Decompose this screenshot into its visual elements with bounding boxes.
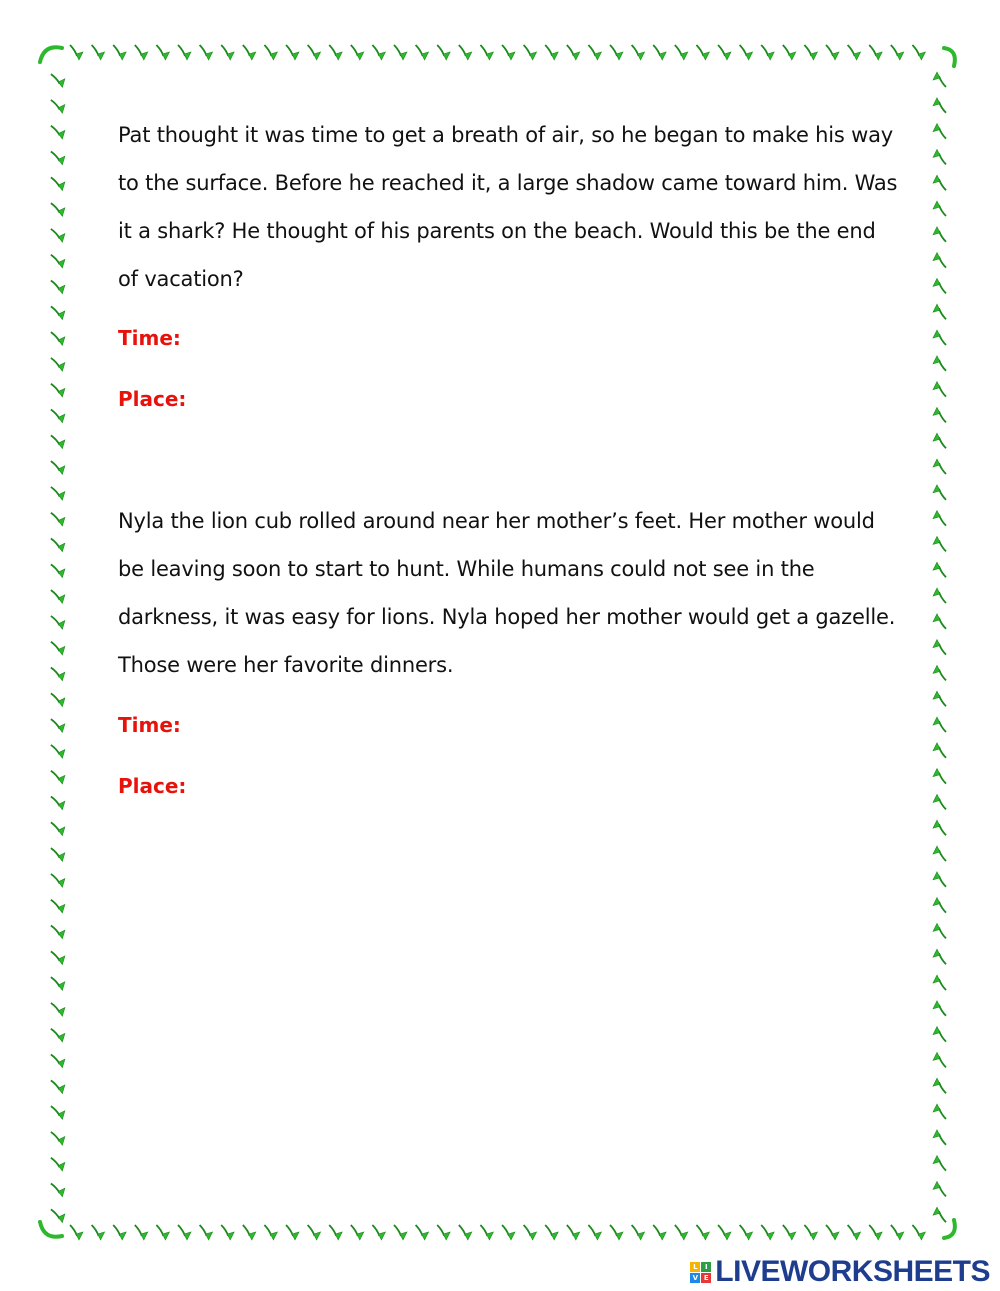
vine-leaf (264, 45, 277, 60)
vine-leaf (51, 1001, 66, 1018)
vine-leaf (51, 1104, 66, 1121)
vine-leaf (933, 407, 946, 422)
vine-leaf (51, 743, 66, 760)
vine-leaf (437, 1225, 450, 1240)
liveworksheets-logo-icon (690, 1262, 711, 1283)
passage-2-text: Nyla the lion cub rolled around near her mother’s feet. Her mother would be leaving soon to start to hunt. While humans could not see in the darkness, it was easy for lions. Nyla hoped her mother would get a gazelle. Those were her favorite dinners. (118, 509, 896, 677)
vine-leaf (545, 45, 558, 60)
vine-leaf (933, 562, 946, 577)
vine-leaf (51, 665, 66, 682)
vine-leaf (51, 356, 66, 373)
passage-2-place-label: Place: (118, 774, 187, 798)
vine-leaf (848, 1225, 861, 1240)
vine-leaf (524, 45, 537, 60)
vine-leaf (437, 45, 450, 60)
vine-leaf (912, 1225, 925, 1240)
vine-leaf (51, 717, 66, 734)
vine-leaf (933, 588, 946, 603)
vine-leaf (51, 536, 66, 553)
vine-leaf (459, 45, 472, 60)
vine-leaf (933, 124, 946, 139)
vine-leaf (51, 846, 66, 863)
vine-leaf (51, 1078, 66, 1095)
vine-leaf (178, 45, 191, 60)
vine-leaf (933, 227, 946, 242)
vine-leaf (51, 98, 66, 115)
vine-leaf (933, 278, 946, 293)
vine-leaf (653, 45, 666, 60)
vine-leaf (912, 45, 925, 60)
vine-leaf (783, 1225, 796, 1240)
vine-leaf (869, 45, 882, 60)
liveworksheets-logo-text: LIVEWORKSHEETS (715, 1255, 990, 1288)
vine-leaf (675, 1225, 688, 1240)
vine-leaf (51, 252, 66, 269)
vine-leaf (200, 1225, 213, 1240)
vine-leaf (51, 923, 66, 940)
vine-leaf (933, 382, 946, 397)
vine-leaf (933, 175, 946, 190)
vine-leaf (416, 45, 429, 60)
vine-leaf (92, 1225, 105, 1240)
vine-leaf (933, 743, 946, 758)
vine-leaf (933, 304, 946, 319)
vine-leaf (243, 45, 256, 60)
vine-leaf (933, 1104, 946, 1119)
vine-leaf (51, 485, 66, 502)
vine-leaf (761, 1225, 774, 1240)
passage-1-time-label: Time: (118, 326, 181, 350)
vine-leaf (51, 227, 66, 244)
vine-leaf (70, 45, 83, 60)
vine-leaf (416, 1225, 429, 1240)
passage-1-place-answer[interactable] (200, 383, 860, 417)
logo-letter-v: V (690, 1273, 700, 1283)
vine-leaf (933, 1156, 946, 1171)
vine-leaf (804, 1225, 817, 1240)
vine-leaf (394, 45, 407, 60)
vine-leaf (135, 1225, 148, 1240)
vine-leaf (933, 717, 946, 732)
vine-leaf (933, 536, 946, 551)
vine-leaf (70, 1225, 83, 1240)
vine-leaf (933, 356, 946, 371)
vine-leaf (933, 691, 946, 706)
vine-leaf (51, 639, 66, 656)
vine-leaf (51, 381, 66, 398)
vine-leaf (308, 1225, 321, 1240)
vine-leaf (200, 45, 213, 60)
vine-leaf (51, 614, 66, 631)
vine-leaf (51, 72, 66, 89)
vine-leaf (51, 1026, 66, 1043)
vine-leaf (51, 149, 66, 166)
vine-leaf (933, 769, 946, 784)
vine-leaf (329, 45, 342, 60)
vine-corner-curl (944, 48, 955, 66)
vine-leaf (51, 1130, 66, 1147)
vine-leaf (740, 1225, 753, 1240)
vine-leaf (51, 123, 66, 140)
vine-corner-curl (40, 47, 62, 62)
vine-leaf (891, 45, 904, 60)
vine-leaf (933, 253, 946, 268)
vine-leaf (51, 588, 66, 605)
vine-leaf (221, 45, 234, 60)
vine-leaf (653, 1225, 666, 1240)
vine-leaf (933, 1181, 946, 1196)
vine-leaf (156, 45, 169, 60)
vine-leaf (933, 433, 946, 448)
vine-leaf (567, 45, 580, 60)
vine-leaf (933, 949, 946, 964)
vine-leaf (502, 45, 515, 60)
vine-leaf (696, 45, 709, 60)
vine-leaf (459, 1225, 472, 1240)
vine-leaf (933, 485, 946, 500)
vine-leaf (51, 175, 66, 192)
vine-leaf (524, 1225, 537, 1240)
vine-leaf (933, 1001, 946, 1016)
vine-leaf (51, 872, 66, 889)
vine-leaf (113, 45, 126, 60)
vine-leaf (740, 45, 753, 60)
passage-2-time-label: Time: (118, 713, 181, 737)
vine-leaf (933, 459, 946, 474)
vine-leaf (933, 898, 946, 913)
vine-leaf (308, 45, 321, 60)
vine-leaf (394, 1225, 407, 1240)
vine-leaf (933, 330, 946, 345)
vine-leaf (51, 201, 66, 218)
vine-leaf (51, 949, 66, 966)
vine-leaf (869, 1225, 882, 1240)
logo-letter-i: I (701, 1262, 711, 1272)
vine-leaf (632, 45, 645, 60)
vine-leaf (329, 1225, 342, 1240)
logo-letter-e: E (701, 1273, 711, 1283)
vine-leaf (286, 45, 299, 60)
vine-leaf (610, 1225, 623, 1240)
vine-leaf (51, 1052, 66, 1069)
vine-leaf (372, 1225, 385, 1240)
vine-leaf (156, 1225, 169, 1240)
vine-leaf (933, 511, 946, 526)
logo-letter-l: L (690, 1262, 700, 1272)
vine-leaf (696, 1225, 709, 1240)
vine-leaf (286, 1225, 299, 1240)
vine-leaf (51, 975, 66, 992)
vine-leaf (933, 1207, 946, 1222)
vine-corner-curl (944, 1220, 955, 1238)
vine-leaf (933, 1027, 946, 1042)
passage-2 (118, 497, 898, 689)
vine-leaf (933, 1052, 946, 1067)
vine-leaf (51, 304, 66, 321)
vine-leaf (675, 45, 688, 60)
vine-leaf (351, 45, 364, 60)
vine-leaf (502, 1225, 515, 1240)
vine-leaf (826, 1225, 839, 1240)
vine-leaf (848, 45, 861, 60)
vine-leaf (891, 1225, 904, 1240)
vine-leaf (545, 1225, 558, 1240)
vine-leaf (51, 278, 66, 295)
vine-leaf (588, 1225, 601, 1240)
vine-leaf (933, 201, 946, 216)
passage-2-time-answer[interactable] (200, 709, 860, 743)
vine-leaf (933, 820, 946, 835)
passage-2-place-answer[interactable] (200, 770, 860, 804)
vine-leaf (51, 459, 66, 476)
vine-leaf (933, 98, 946, 113)
vine-leaf (718, 45, 731, 60)
vine-leaf (480, 45, 493, 60)
vine-leaf (933, 614, 946, 629)
vine-leaf (51, 691, 66, 708)
vine-leaf (51, 794, 66, 811)
vine-leaf (92, 45, 105, 60)
vine-leaf (610, 45, 623, 60)
vine-leaf (826, 45, 839, 60)
vine-leaf (933, 665, 946, 680)
liveworksheets-logo (690, 1254, 990, 1290)
vine-leaf (372, 45, 385, 60)
vine-leaf (933, 923, 946, 938)
vine-leaf (567, 1225, 580, 1240)
vine-leaf (351, 1225, 364, 1240)
vine-leaf (588, 45, 601, 60)
vine-leaf (51, 897, 66, 914)
passage-1-text: Pat thought it was time to get a breath of air, so he began to make his way to the surface. Before he reached it, a large shadow came toward him. Was it a shark? He thought of his parents on the beach. Would this be the end of vacation? (118, 123, 898, 291)
vine-leaf (933, 149, 946, 164)
vine-leaf (51, 510, 66, 527)
passage-1-time-answer[interactable] (200, 322, 860, 356)
vine-leaf (933, 640, 946, 655)
vine-leaf (51, 330, 66, 347)
vine-leaf (51, 820, 66, 837)
vine-leaf (178, 1225, 191, 1240)
vine-leaf (51, 1181, 66, 1198)
passage-1-place-label: Place: (118, 387, 187, 411)
vine-corner-curl (40, 1222, 62, 1237)
vine-leaf (804, 45, 817, 60)
vine-leaf (933, 794, 946, 809)
vine-leaf (243, 1225, 256, 1240)
vine-leaf (933, 72, 946, 87)
vine-leaf (933, 1078, 946, 1093)
vine-leaf (51, 407, 66, 424)
vine-leaf (480, 1225, 493, 1240)
vine-leaf (51, 562, 66, 579)
vine-leaf (51, 1155, 66, 1172)
vine-leaf (51, 1207, 66, 1224)
vine-leaf (933, 846, 946, 861)
vine-leaf (113, 1225, 126, 1240)
passage-1 (118, 111, 898, 303)
vine-leaf (51, 768, 66, 785)
vine-leaf (51, 433, 66, 450)
vine-leaf (933, 872, 946, 887)
vine-leaf (221, 1225, 234, 1240)
vine-leaf (933, 1130, 946, 1145)
vine-leaf (632, 1225, 645, 1240)
vine-leaf (264, 1225, 277, 1240)
vine-leaf (933, 975, 946, 990)
vine-leaf (761, 45, 774, 60)
vine-leaf (783, 45, 796, 60)
vine-leaf (135, 45, 148, 60)
vine-leaf (718, 1225, 731, 1240)
